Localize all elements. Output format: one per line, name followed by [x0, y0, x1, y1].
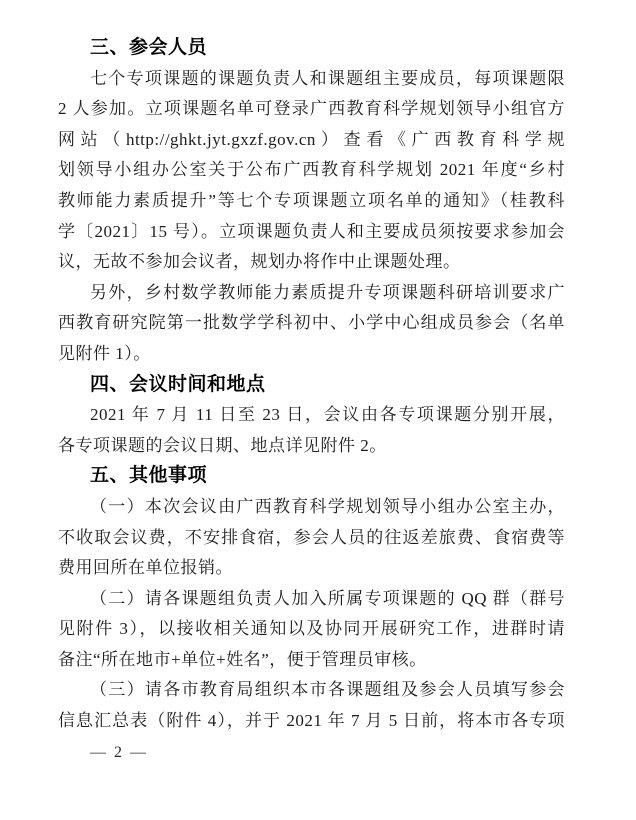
text-line: 不收取会议费，不安排食宿，参会人员的往返差旅费、食宿费等 — [58, 527, 565, 547]
text-line: 七个专项课题的课题负责人和课题组主要成员，每项课题限 — [90, 68, 565, 88]
text-line: 网站（http://ghkt.jyt.gxzf.gov.cn）查看《广西教育科学规 — [58, 129, 565, 149]
text-line: （三）请各市教育局组织本市各课题组及参会人员填写参会 — [90, 680, 565, 700]
text-line: （一）本次会议由广西教育科学规划领导小组办公室主办， — [90, 496, 565, 516]
text-line: 学〔2021〕15 号）。立项课题负责人和主要成员须按要求参加会 — [58, 221, 565, 241]
text-line: 各专项课题的会议日期、地点详见附件 2。 — [58, 435, 387, 455]
page-number: — 2 — — [90, 744, 148, 761]
section-heading-participants: 三、参会人员 — [90, 37, 208, 58]
document-body — [58, 33, 565, 737]
text-line: 另外，乡村数学教师能力素质提升专项课题科研培训要求广 — [90, 282, 565, 302]
text-line: 2 人参加。立项课题名单可登录广西教育科学规划领导小组官方 — [58, 99, 565, 119]
text-line: 备注“所在地市+单位+姓名”，便于管理员审核。 — [58, 649, 427, 669]
text-line: 见附件 3），以接收相关通知以及协同开展研究工作，进群时请 — [58, 619, 565, 639]
text-line: 费用回所在单位报销。 — [58, 558, 233, 578]
text-line: 议，无故不参加会议者，规划办将作中止课题处理。 — [58, 252, 461, 272]
text-line: 西教育研究院第一批数学学科初中、小学中心组成员参会（名单 — [58, 313, 565, 333]
text-line: 信息汇总表（附件 4），并于 2021 年 7 月 5 日前，将本市各专项 — [58, 711, 565, 731]
text-line: 2021 年 7 月 11 日至 23 日，会议由各专项课题分别开展， — [90, 405, 565, 425]
text-line: （二）请各课题组负责人加入所属专项课题的 QQ 群（群号 — [90, 588, 565, 608]
section-heading-other-matters: 五、其他事项 — [90, 465, 208, 487]
text-line: 教师能力素质提升”等七个专项课题立项名单的通知》（桂教科 — [58, 190, 565, 210]
section-heading-time-location: 四、会议时间和地点 — [90, 373, 266, 395]
text-line: 划领导小组办公室关于公布广西教育科学规划 2021 年度“乡村 — [58, 160, 565, 180]
text-line: 见附件 1）。 — [58, 343, 151, 363]
